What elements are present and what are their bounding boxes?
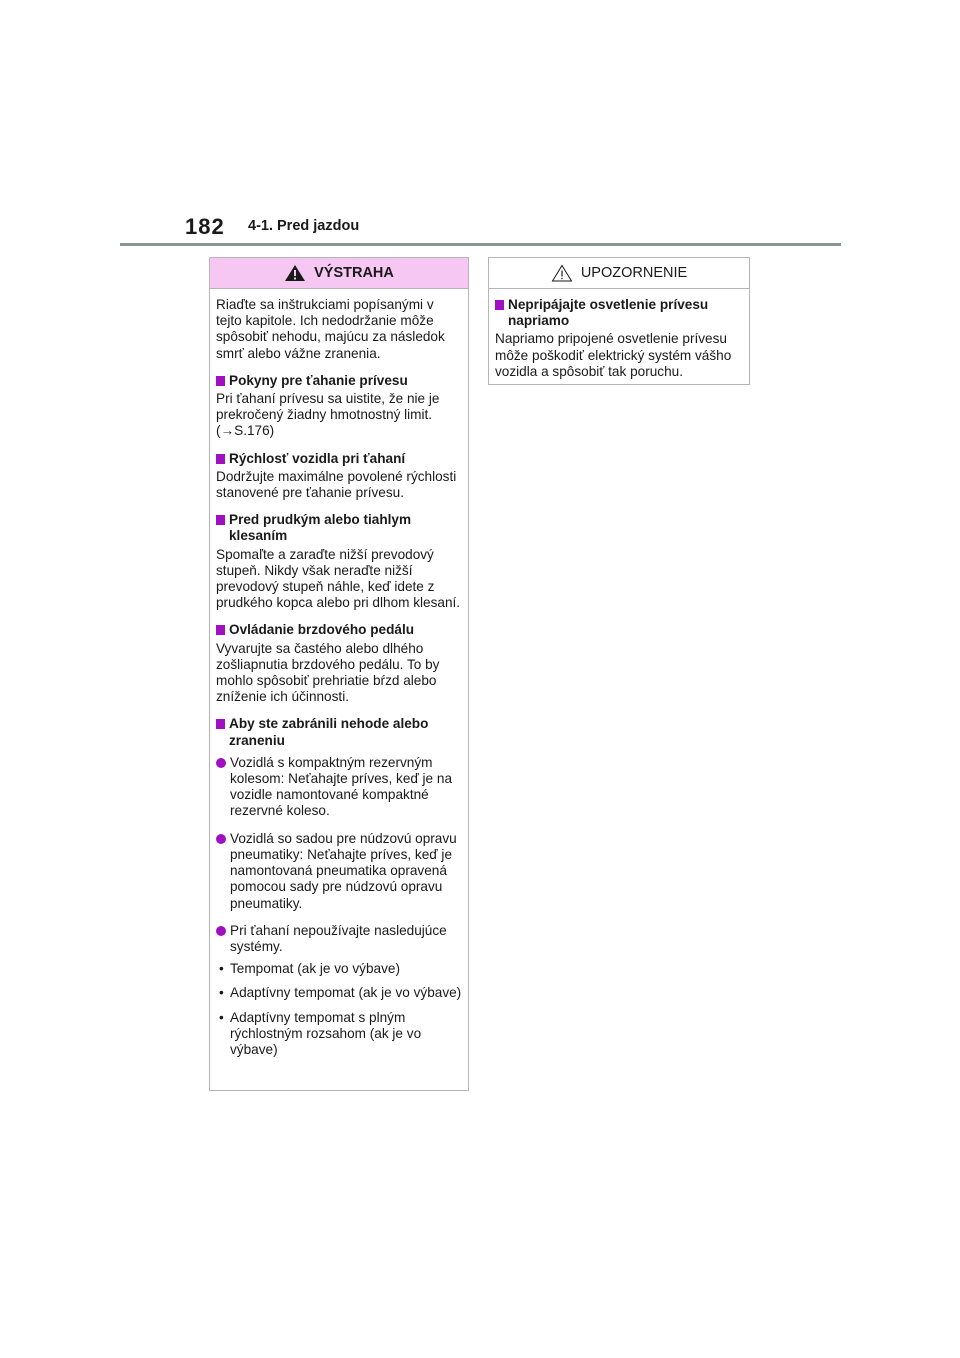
section-heading (216, 716, 462, 748)
list-item (216, 923, 462, 955)
dot-bullet-icon: • (219, 1009, 224, 1025)
circle-bullet-icon (216, 758, 226, 768)
warning-intro: Riaďte sa inštrukciami popísanými v tejto kapitole. Ich nedodržanie môže spôsobiť nehodu, majúcu za následok smrť alebo vážne zranenia. (216, 297, 445, 361)
notice-heading (495, 297, 743, 329)
caution-triangle-outline-icon (551, 264, 573, 282)
square-bullet-icon (216, 625, 225, 635)
section-heading-text: Aby ste zabránili nehode alebo zraneniu (229, 716, 429, 748)
section-text: Pri ťahaní prívesu sa uistite, že nie je prekročený žiadny hmotnostný limit. (→S.176) (216, 391, 440, 439)
system-item (216, 985, 462, 1001)
warning-box (209, 257, 469, 1091)
circle-bullet-icon (216, 926, 226, 936)
section-heading-text: Pred prudkým alebo tiahlym klesaním (229, 512, 412, 544)
section-heading (216, 622, 462, 638)
square-bullet-icon (216, 376, 225, 386)
header-rule (120, 243, 841, 246)
square-bullet-icon (216, 454, 225, 464)
list-item-text: Vozidlá s kompaktným rezervným kolesom: Neťahajte príves, keď je na vozidle namontované kompaktné rezervné koleso. (230, 754, 453, 819)
warning-body (210, 289, 468, 1058)
square-bullet-icon (495, 300, 504, 310)
notice-heading-text: Nepripájajte osvetlenie prívesu napriamo (508, 297, 709, 329)
section-heading-text: Rýchlosť vozidla pri ťahaní (229, 450, 406, 466)
section-heading (216, 512, 462, 544)
section-text: Vyvarujte sa častého alebo dlhého zošliapnutia brzdového pedálu. To by mohlo spôsobiť prehriatie bŕzd alebo zníženie ich účinnosti. (216, 640, 440, 705)
notice-title: UPOZORNENIE (580, 265, 688, 281)
dot-bullet-icon: • (219, 985, 224, 1001)
page-number: 182 (185, 214, 225, 239)
warning-triangle-icon (284, 264, 306, 282)
warning-title: VÝSTRAHA (314, 265, 394, 281)
section-heading-text: Ovládanie brzdového pedálu (229, 622, 415, 638)
list-item-text: Pri ťahaní nepoužívajte nasledujúce systémy. (230, 922, 447, 954)
notice-header (489, 258, 749, 289)
section-heading (216, 451, 462, 467)
list-item (216, 755, 462, 820)
system-item-text: Adaptívny tempomat s plným rýchlostným rozsahom (ak je vo výbave) (230, 1009, 422, 1057)
notice-text: Napriamo pripojené osvetlenie prívesu môže poškodiť elektrický systém vášho vozidla a spôsobiť tak poruchu. (495, 331, 732, 379)
square-bullet-icon (216, 515, 225, 525)
section-text: Spomaľte a zaraďte nižší prevodový stupeň. Nikdy však neraďte nižší prevodový stupeň náhle, keď idete z prudkého kopca alebo pri dlhom klesaní. (216, 546, 461, 611)
list-item-text: Vozidlá so sadou pre núdzovú opravu pneumatiky: Neťahajte príves, keď je namontovaná pneumatika opravená pomocou sady pre núdzovú opravu pneumatiky. (230, 830, 457, 911)
notice-body (489, 289, 749, 380)
section-title: 4-1. Pred jazdou (248, 218, 360, 234)
system-item-text: Adaptívny tempomat (ak je vo výbave) (230, 985, 462, 1001)
circle-bullet-icon (216, 834, 226, 844)
system-item (216, 961, 462, 977)
square-bullet-icon (216, 719, 225, 729)
list-item (216, 831, 462, 912)
section-heading-text: Pokyny pre ťahanie prívesu (229, 372, 408, 388)
dot-bullet-icon: • (219, 961, 224, 977)
section-text: Dodržujte maximálne povolené rýchlosti stanovené pre ťahanie prívesu. (216, 468, 457, 501)
notice-box (488, 257, 750, 385)
system-item (216, 1010, 462, 1059)
system-item-text: Tempomat (ak je vo výbave) (230, 961, 400, 977)
section-heading (216, 373, 462, 389)
warning-header (210, 258, 468, 289)
